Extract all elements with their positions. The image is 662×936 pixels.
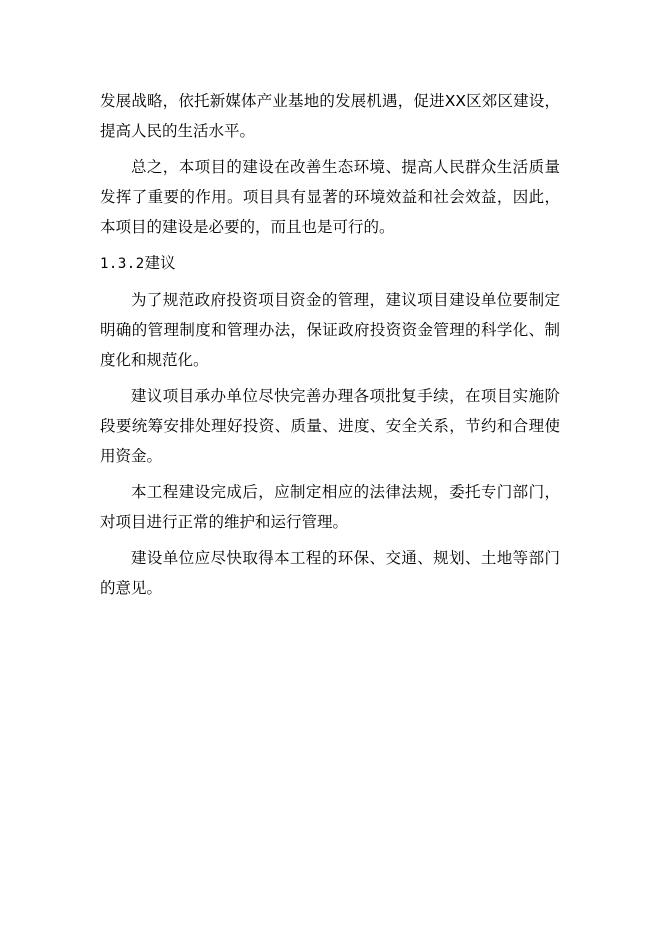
recommendation-paragraph: 建设单位应尽快取得本工程的环保、交通、规划、土地等部门的意见。 [100,549,560,597]
paragraph-development-strategy: 发展战略，依托新媒体产业基地的发展机遇，促进XX区郊区建设，提高人民的生活水平。 [100,92,560,140]
section-title: 建议 [144,254,176,272]
recommendation-paragraph: 为了规范政府投资项目资金的管理，建议项目建设单位要制定明确的管理制度和管理办法，保证政府投资资金管理的科学化、制度化和规范化。 [100,291,560,369]
section-heading [100,248,560,279]
section-number: 1.3.2 [100,256,145,272]
recommendation-paragraph: 本工程建设完成后，应制定相应的法律法规，委托专门部门，对项目进行正常的维护和运行管理。 [100,483,560,531]
document-body [100,86,560,609]
paragraph-conclusion: 总之，本项目的建设在改善生态环境、提高人民群众生活质量发挥了重要的作用。项目具有显著的环境效益和社会效益，因此，本项目的建设是必要的，而且也是可行的。 [100,158,560,236]
recommendation-paragraph: 建议项目承办单位尽快完善办理各项批复手续，在项目实施阶段要统筹安排处理好投资、质量、进度、安全关系，节约和合理使用资金。 [100,387,560,465]
